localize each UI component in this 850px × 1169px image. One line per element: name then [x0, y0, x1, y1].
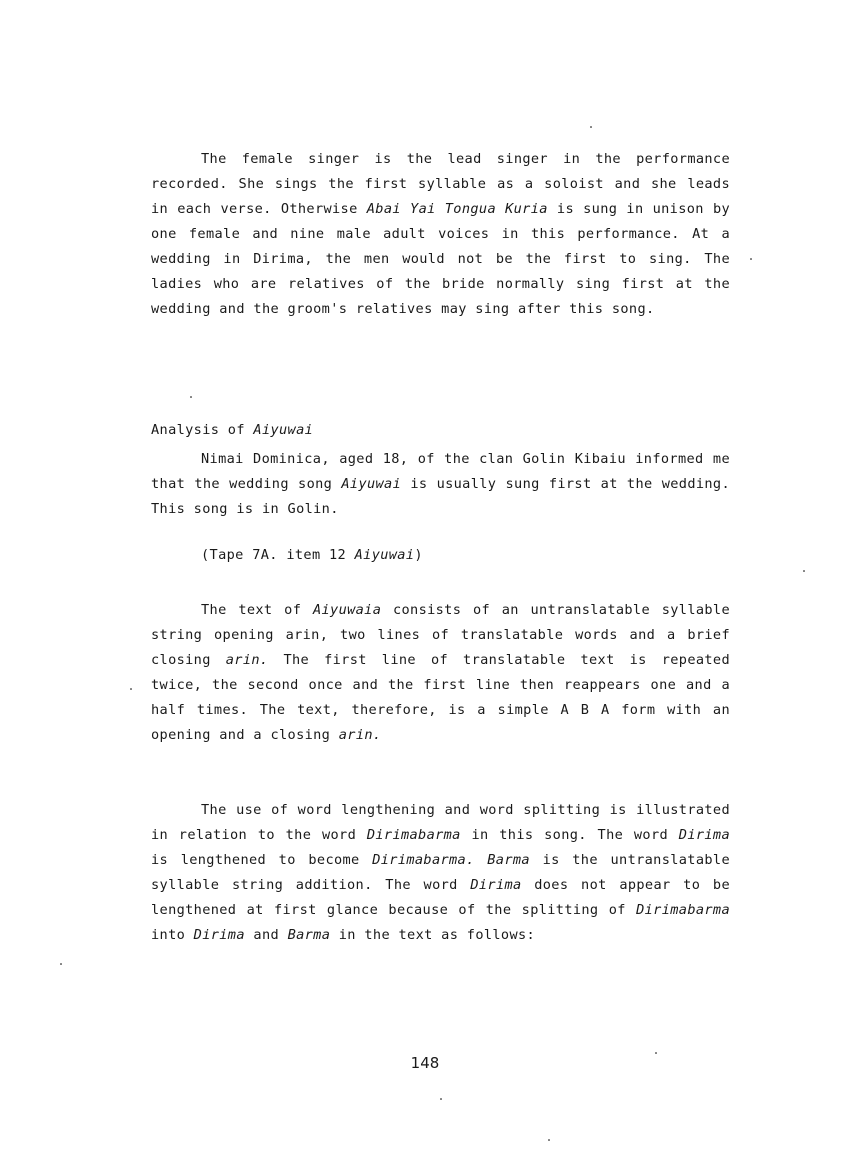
- scan-speck: [440, 1098, 442, 1100]
- scan-speck: [803, 570, 805, 572]
- text-segment: in this song. The word: [460, 827, 679, 843]
- text-segment: is sung in unison by one female and nine male adult voices in this performance. At a wedding in Dirima, the men would not be the first to sing. The ladies who are relatives of the bride normally sing first at the wedding and the groom's relatives may sing after this song.: [151, 201, 739, 317]
- paragraph-word-lengthening: [151, 798, 739, 948]
- italic-text-segment: Aiyuwai: [341, 476, 402, 492]
- text-segment: Nimai Dominica, aged 18, of the clan Golin Kibaiu informed me that the wedding song: [151, 451, 739, 492]
- italic-text-segment: Barma: [287, 927, 331, 943]
- text-segment: consists of an untranslatable syllable string opening arin, two lines of translatable words and a brief closing: [151, 602, 739, 668]
- tape-reference: [201, 547, 423, 563]
- scan-speck: [590, 126, 592, 128]
- italic-text-segment: Dirima: [193, 927, 245, 943]
- text-segment: ): [414, 547, 423, 563]
- scan-speck: [750, 258, 752, 260]
- scan-speck: [190, 396, 192, 398]
- italic-text-segment: Dirima: [470, 877, 522, 893]
- italic-text-segment: Dirimabarma: [636, 902, 730, 918]
- text-segment: Analysis of: [151, 422, 254, 438]
- paragraph-informant: [151, 447, 739, 522]
- scan-speck: [548, 1139, 550, 1141]
- italic-text-segment: Dirimabarma: [366, 827, 461, 843]
- italic-text-segment: Dirima: [678, 827, 730, 843]
- page-number: 148: [410, 1054, 440, 1072]
- text-segment: The use of word lengthening and word splitting is illustrated in relation to the word: [151, 802, 739, 843]
- scan-speck: [655, 1052, 657, 1054]
- paragraph-text-structure: [151, 598, 739, 748]
- scan-speck: [130, 688, 132, 690]
- italic-text-segment: Aiyuwai: [253, 422, 314, 438]
- scan-speck: [60, 963, 62, 965]
- text-segment: The first line of translatable text is repeated twice, the second once and the first line then reappears one and a half times. The text, therefore, is a simple A B A form with an opening and a closing: [151, 652, 739, 743]
- paragraph-performance: [151, 147, 739, 322]
- text-segment: The text of: [201, 602, 313, 618]
- section-heading: [151, 422, 313, 438]
- text-segment: is lengthened to become: [151, 827, 739, 868]
- italic-text-segment: Dirimabarma. Barma: [372, 852, 530, 868]
- text-segment: (Tape 7A. item 12: [201, 547, 355, 563]
- text-segment: does not appear to be lengthened at first glance because of the splitting of: [151, 877, 739, 918]
- text-segment: in the text as follows:: [330, 927, 536, 943]
- text-segment: into: [151, 902, 739, 943]
- italic-text-segment: arin.: [338, 727, 382, 743]
- italic-text-segment: Aiyuwaia: [312, 602, 382, 618]
- italic-text-segment: Abai Yai Tongua Kuria: [366, 201, 548, 217]
- text-segment: and: [244, 927, 288, 943]
- text-segment: The female singer is the lead singer in the performance recorded. She sings the first syllable as a soloist and she leads in each verse. Otherwise: [151, 151, 739, 217]
- italic-text-segment: Aiyuwai: [354, 547, 415, 563]
- text-segment: is the untranslatable syllable string addition. The word: [151, 852, 739, 893]
- italic-text-segment: arin.: [225, 652, 269, 668]
- text-segment: is usually sung first at the wedding. This song is in Golin.: [151, 476, 739, 517]
